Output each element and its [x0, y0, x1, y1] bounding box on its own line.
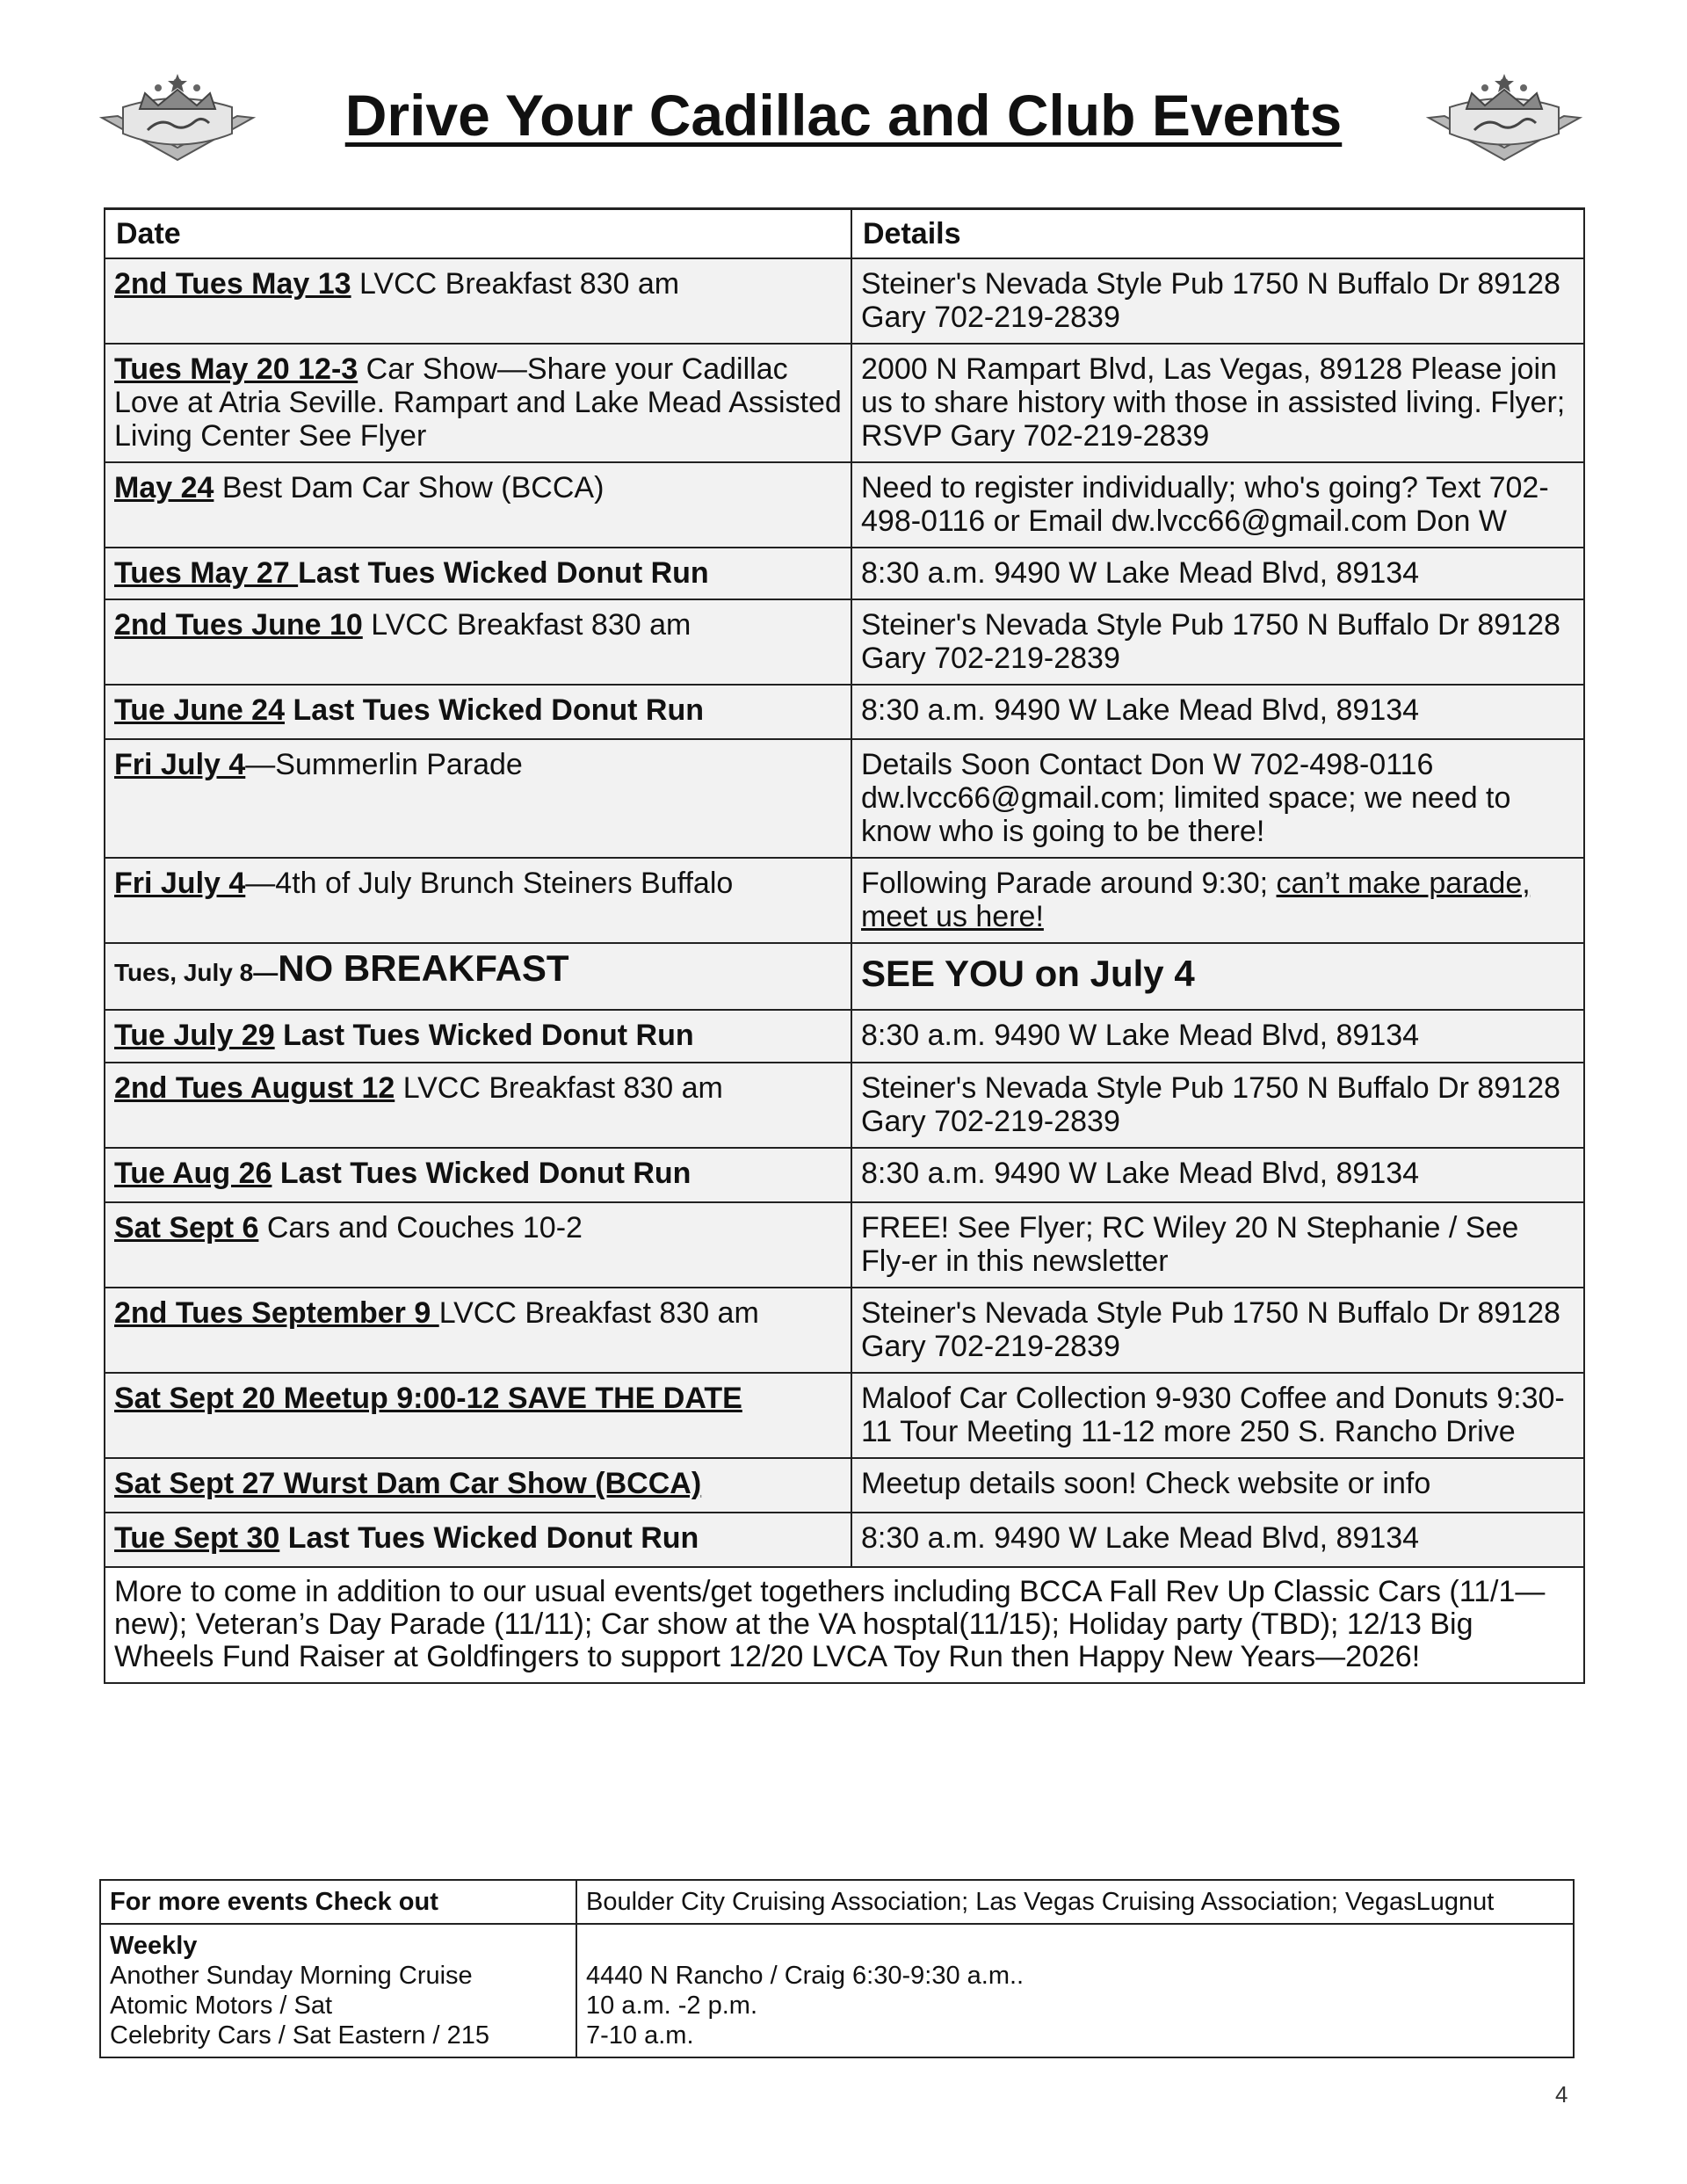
event-row [105, 1148, 1584, 1202]
weekly-names [100, 1924, 576, 2057]
details-header: Details [851, 209, 1584, 259]
event-date-label: Sat Sept 27 Wurst Dam Car Show (BCCA) [114, 1467, 702, 1500]
event-date [105, 258, 851, 344]
event-details-text: Steiner's Nevada Style Pub 1750 N Buffalo Dr 89128 Gary 702-219-2839 [861, 1071, 1560, 1138]
event-details [851, 739, 1584, 858]
event-row [105, 1202, 1584, 1288]
event-details-text: Steiner's Nevada Style Pub 1750 N Buffalo Dr 89128 Gary 702-219-2839 [861, 267, 1560, 334]
event-details-text: Steiner's Nevada Style Pub 1750 N Buffalo Dr 89128 Gary 702-219-2839 [861, 608, 1560, 675]
page-number: 4 [1555, 2081, 1568, 2108]
event-date [105, 1063, 851, 1148]
event-details-text: 8:30 a.m. 9490 W Lake Mead Blvd, 89134 [861, 1521, 1420, 1555]
event-details [851, 548, 1584, 599]
event-row [105, 258, 1584, 344]
event-details-text: 8:30 a.m. 9490 W Lake Mead Blvd, 89134 [861, 693, 1420, 727]
weekly-info: 4440 N Rancho / Craig 6:30-9:30 a.m.. [586, 1962, 1025, 1990]
weekly-info: 10 a.m. -2 p.m. [586, 1992, 758, 2020]
page-title: Drive Your Cadillac and Club Events [344, 83, 1343, 148]
event-row [105, 1458, 1584, 1513]
more-events-sources: Boulder City Cruising Association; Las Vegas Cruising Association; VegasLugnut [576, 1880, 1574, 1924]
event-date-label: Tue Sept 30 [114, 1521, 280, 1555]
event-date [105, 1010, 851, 1063]
event-date [105, 858, 851, 943]
event-row [105, 943, 1584, 1010]
event-details-emphasis: SEE YOU on July 4 [861, 953, 1195, 994]
event-title: LVCC Breakfast 830 am [395, 1071, 723, 1105]
event-details [851, 462, 1584, 548]
event-details-text: Need to register individually; who's going? Text 702-498-0116 or Email dw.lvcc66@gmail.com Don W [861, 471, 1549, 538]
event-row [105, 1373, 1584, 1458]
event-date-label: Fri July 4 [114, 867, 246, 900]
event-title: —4th of July Brunch Steiners Buffalo [245, 867, 734, 900]
date-header: Date [105, 209, 851, 259]
event-title: —Summerlin Parade [245, 748, 523, 781]
weekly-name: Atomic Motors / Sat [110, 1992, 333, 2020]
event-row [105, 1513, 1584, 1567]
event-date [105, 739, 851, 858]
event-row [105, 548, 1584, 599]
event-title: Best Dam Car Show (BCCA) [214, 471, 605, 504]
event-date-label: Tue Aug 26 [114, 1157, 272, 1190]
event-row [105, 685, 1584, 739]
event-date-label: Tue July 29 [114, 1019, 275, 1052]
event-details-text: Meetup details soon! Check website or info [861, 1467, 1431, 1500]
event-details [851, 1010, 1584, 1063]
event-details-underlined: can’t make parade, meet us here! [861, 867, 1531, 933]
table-header-row [105, 209, 1584, 259]
event-details-text: Steiner's Nevada Style Pub 1750 N Buffalo Dr 89128 Gary 702-219-2839 [861, 1296, 1560, 1363]
event-date [105, 462, 851, 548]
more-events-label: For more events Check out [100, 1880, 576, 1924]
event-details [851, 1373, 1584, 1458]
event-title: Cars and Couches 10-2 [258, 1211, 583, 1244]
event-date-label: 2nd Tues May 13 [114, 267, 351, 301]
event-details-text: FREE! See Flyer; RC Wiley 20 N Stephanie / See Fly-er in this newsletter [861, 1211, 1519, 1278]
event-title: LVCC Breakfast 830 am [438, 1296, 759, 1330]
event-title: LVCC Breakfast 830 am [362, 608, 691, 642]
events-table [104, 207, 1585, 1684]
event-date-label: 2nd Tues August 12 [114, 1071, 395, 1105]
event-details [851, 344, 1584, 462]
event-date [105, 1288, 851, 1373]
event-title: Last Tues Wicked Donut Run [274, 1019, 694, 1052]
event-title: Last Tues Wicked Donut Run [279, 1521, 699, 1555]
event-date-label: Sat Sept 6 [114, 1211, 259, 1244]
event-date-label: 2nd Tues September 9 [114, 1296, 439, 1330]
event-date-label: Tue June 24 [114, 693, 285, 727]
event-date [105, 1373, 851, 1458]
event-date [105, 1513, 851, 1567]
event-details [851, 258, 1584, 344]
event-row [105, 739, 1584, 858]
event-date [105, 1202, 851, 1288]
event-details [851, 1202, 1584, 1288]
cadillac-crest-icon [1423, 72, 1586, 178]
event-details-text: Maloof Car Collection 9-930 Coffee and Donuts 9:30-11 Tour Meeting 11-12 more 250 S. Rancho Drive [861, 1382, 1565, 1448]
event-details [851, 943, 1584, 1010]
event-date-label: Fri July 4 [114, 748, 246, 781]
event-details [851, 685, 1584, 739]
event-details-text: 2000 N Rampart Blvd, Las Vegas, 89128 Please join us to share history with those in assisted living. Flyer; RSVP Gary 702-219-2839 [861, 352, 1566, 453]
more-events-table [99, 1879, 1575, 2058]
event-date-label: Tues May 27 [114, 556, 299, 590]
event-details [851, 1288, 1584, 1373]
event-title: LVCC Breakfast 830 am [351, 267, 680, 301]
event-date-label: May 24 [114, 471, 214, 504]
event-date [105, 548, 851, 599]
event-title: Car Show—Share your Cadillac Love at Atria Seville. Rampart and Lake Mead Assisted Living Center See Flyer [114, 352, 842, 453]
event-date-label: Sat Sept 20 Meetup 9:00-12 SAVE THE DATE [114, 1382, 742, 1415]
event-row [105, 462, 1584, 548]
event-details-text: Following Parade around 9:30; [861, 867, 1277, 900]
event-details [851, 858, 1584, 943]
event-row [105, 858, 1584, 943]
event-details [851, 1458, 1584, 1513]
event-date-label: Tues, July 8— [114, 959, 279, 986]
event-date-label: Tues May 20 12-3 [114, 352, 358, 386]
page-header [0, 0, 1687, 202]
event-date [105, 685, 851, 739]
event-row [105, 1063, 1584, 1148]
event-details [851, 1148, 1584, 1202]
event-details [851, 1513, 1584, 1567]
event-date-label: 2nd Tues June 10 [114, 608, 363, 642]
weekly-label: Weekly [110, 1932, 198, 1960]
event-details-text: Details Soon Contact Don W 702-498-0116 dw.lvcc66@gmail.com; limited space; we need to know who is going to be there! [861, 748, 1511, 848]
footer-note-row [105, 1567, 1584, 1683]
event-date [105, 1458, 851, 1513]
event-details-text: 8:30 a.m. 9490 W Lake Mead Blvd, 89134 [861, 1019, 1420, 1052]
weekly-row [100, 1924, 1574, 2057]
event-details-text: 8:30 a.m. 9490 W Lake Mead Blvd, 89134 [861, 556, 1420, 590]
event-row [105, 1010, 1584, 1063]
event-row [105, 344, 1584, 462]
event-date-emphasis: NO BREAKFAST [278, 947, 569, 989]
weekly-name: Celebrity Cars / Sat Eastern / 215 [110, 2021, 489, 2050]
weekly-infos [576, 1924, 1574, 2057]
weekly-info: 7-10 a.m. [586, 2021, 694, 2050]
event-date [105, 1148, 851, 1202]
event-date [105, 943, 851, 1010]
more-events-row [100, 1880, 1574, 1924]
weekly-name: Another Sunday Morning Cruise [110, 1962, 473, 1990]
footer-note: More to come in addition to our usual events/get togethers including BCCA Fall Rev Up Classic Cars (11/1—new); Veteran’s Day Parade (11/11); Car show at the VA hosptal(11/15); Holiday party (TBD); 12/13 Big Wheels Fund Raiser at Goldfingers to support 12/20 LVCA Toy Run then Happy New Years—2026! [105, 1567, 1584, 1683]
event-date [105, 344, 851, 462]
event-details [851, 599, 1584, 685]
event-title: Last Tues Wicked Donut Run [298, 556, 709, 590]
event-date [105, 599, 851, 685]
event-details-text: 8:30 a.m. 9490 W Lake Mead Blvd, 89134 [861, 1157, 1420, 1190]
event-row [105, 599, 1584, 685]
event-details [851, 1063, 1584, 1148]
event-title: Last Tues Wicked Donut Run [272, 1157, 691, 1190]
event-title: Last Tues Wicked Donut Run [285, 693, 704, 727]
event-row [105, 1288, 1584, 1373]
